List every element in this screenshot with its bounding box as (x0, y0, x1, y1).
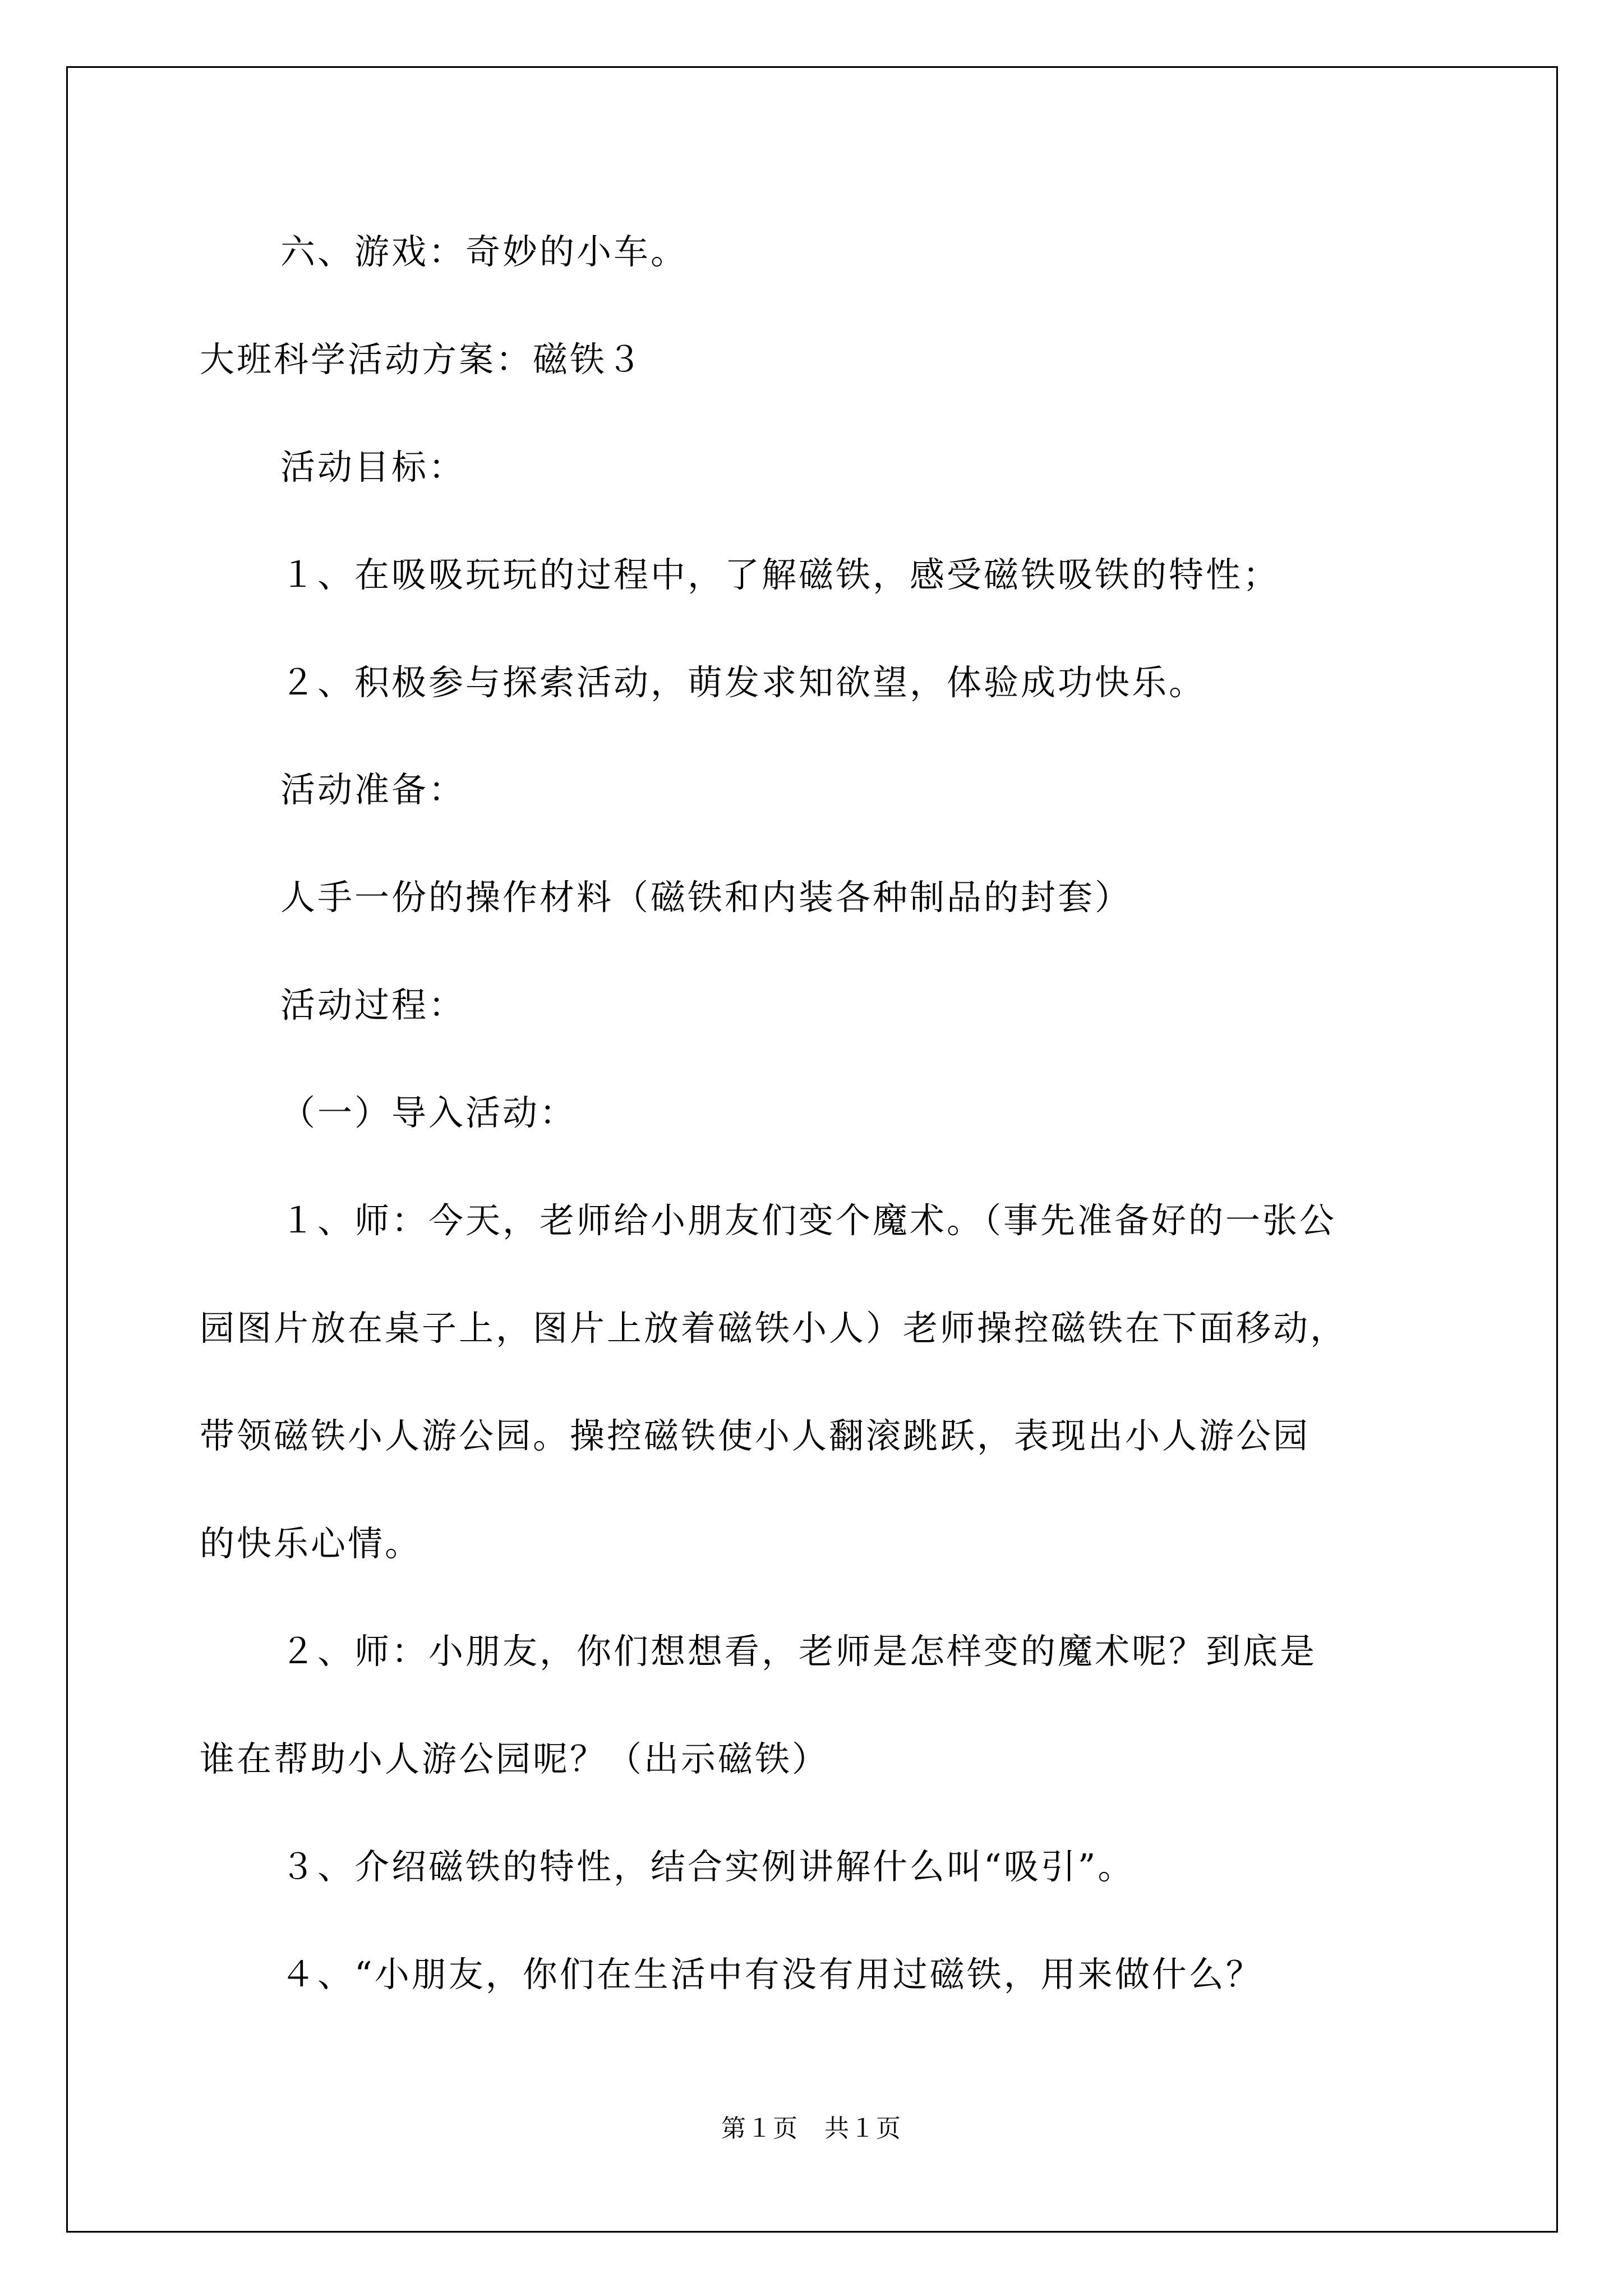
text-line-heading: 大班科学活动方案：磁铁３ (200, 339, 644, 380)
page-border (66, 66, 1558, 2233)
text-line-step-1d: 的快乐心情。 (200, 1523, 422, 1564)
text-line-step-1b: 园图片放在桌子上，图片上放着磁铁小人）老师操控磁铁在下面移动， (200, 1308, 1348, 1349)
text-line-step-1a: １、师：今天，老师给小朋友们变个魔术。（事先准备好的一张公 (280, 1200, 1337, 1241)
text-line-step-1c: 带领磁铁小人游公园。操控磁铁使小人翻滚跳跃，表现出小人游公园 (200, 1415, 1311, 1456)
text-line-section-six: 六、游戏：奇妙的小车。 (280, 231, 688, 272)
text-line-prep-label: 活动准备： (280, 769, 466, 810)
text-line-intro-label: （一）导入活动： (280, 1092, 577, 1133)
text-line-goal-1: １、在吸吸玩玩的过程中，了解磁铁，感受磁铁吸铁的特性； (280, 554, 1280, 595)
text-line-process-label: 活动过程： (280, 984, 466, 1025)
text-line-step-2b: 谁在帮助小人游公园呢？（出示磁铁） (200, 1738, 829, 1779)
page-footer: 第１页 共１页 (721, 2114, 902, 2143)
text-line-step-3: ３、介绍磁铁的特性，结合实例讲解什么叫“吸引”。 (280, 1846, 1135, 1887)
text-line-prep-materials: 人手一份的操作材料（磁铁和内装各种制品的封套） (280, 877, 1132, 918)
text-line-step-2a: ２、师：小朋友，你们想想看，老师是怎样变的魔术呢？到底是 (280, 1631, 1317, 1672)
text-line-goal-2: ２、积极参与探索活动，萌发求知欲望，体验成功快乐。 (280, 662, 1206, 703)
text-line-goals-label: 活动目标： (280, 447, 466, 487)
text-line-step-4: ４、“小朋友，你们在生活中有没有用过磁铁，用来做什么？ (280, 1954, 1263, 1995)
